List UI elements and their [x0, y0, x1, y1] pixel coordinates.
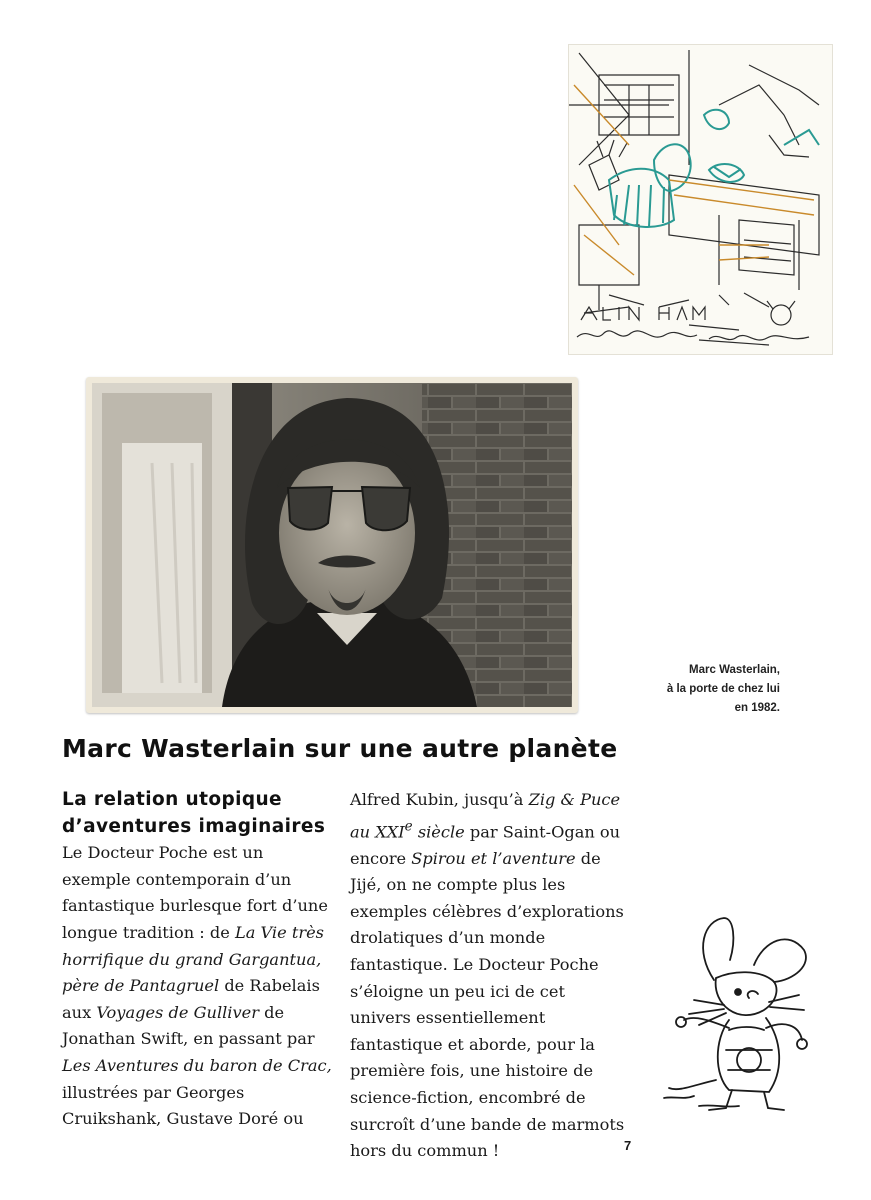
- book-title: siècle: [412, 821, 465, 841]
- caption-line-1: Marc Wasterlain,: [689, 664, 780, 676]
- caption-line-2: à la porte de chez lui: [666, 683, 780, 695]
- book-title: Zig & Puce au XXI: [350, 790, 621, 841]
- text-column-1: [62, 787, 337, 1133]
- book-title: La Vie très horrifique du grand Gargantua, père de Pantagruel: [62, 922, 324, 996]
- article-title: Marc Wasterlain sur une autre planète: [62, 734, 618, 763]
- body-text: Alfred Kubin, jusqu’à: [350, 790, 529, 809]
- body-text: Le Docteur Poche est un exemple contemporain d’un fantastique burlesque fort d’une longue tradition : de: [62, 843, 328, 942]
- mouse-drawing-illustration: [654, 910, 824, 1115]
- book-title: Spirou et l’aventure: [411, 848, 576, 868]
- caption-line-3: en 1982.: [734, 702, 780, 714]
- page-number: 7: [624, 1138, 632, 1153]
- body-text: de Jijé, on ne compte plus les exemples célèbres d’explorations drolatiques d’un monde fantastique. Le Docteur Poche s’éloigne un peu ici de cet univers essentiellement fantastique et aborde, pour la première fois, une histoire de science-fiction, encombré de surcroît d’une bande de marmots hors du commun !: [350, 848, 625, 1161]
- portrait-photo: [86, 377, 578, 713]
- body-text: de Jonathan Swift, en passant par: [62, 1002, 315, 1049]
- book-title: Les Aventures du baron de Crac,: [62, 1055, 332, 1075]
- article-subheading: [62, 787, 337, 840]
- body-text: illustrées par Georges Cruikshank, Gustave Doré ou: [62, 1082, 304, 1129]
- studio-sketch-illustration: [568, 44, 833, 355]
- body-text: de Rabelais aux: [62, 976, 320, 1022]
- body-text: par Saint-Ogan ou encore: [350, 821, 621, 868]
- text-column-2: [350, 787, 625, 1165]
- subheading-line-2: d’aventures imaginaires: [62, 815, 326, 837]
- book-title: Voyages de Gulliver: [96, 1002, 259, 1022]
- photo-caption: [600, 661, 780, 718]
- subheading-line-1: La relation utopique: [62, 789, 282, 810]
- superscript: e: [404, 818, 413, 835]
- body-paragraph-2: [350, 787, 625, 1165]
- body-paragraph-1: [62, 840, 337, 1133]
